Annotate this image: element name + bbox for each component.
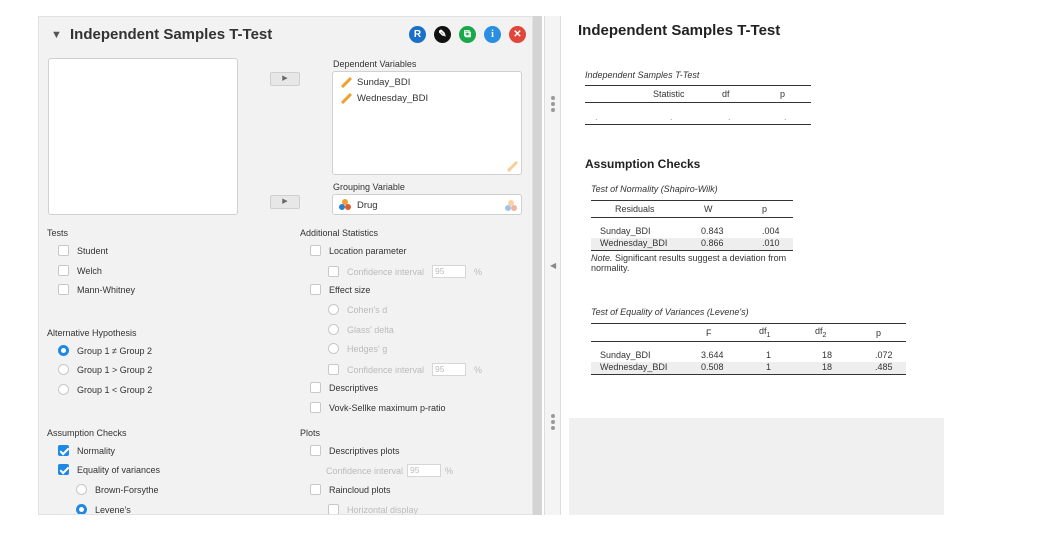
hedges-g-option[interactable]: Hedges' g <box>328 343 387 354</box>
table-rule <box>585 85 811 86</box>
normality-table-caption: Test of Normality (Shapiro-Wilk) <box>591 184 718 194</box>
mann-whitney-checkbox[interactable] <box>58 284 69 295</box>
vovk-sellke-checkbox[interactable] <box>310 402 321 413</box>
location-ci-checkbox[interactable] <box>328 266 339 277</box>
grouping-var-item[interactable]: Drug <box>339 199 378 211</box>
hypothesis-greater-option[interactable]: Group 1 > Group 2 <box>58 364 152 375</box>
equality-variances-option[interactable]: Equality of variances <box>58 464 160 475</box>
ttest-placeholder-cell: . <box>595 112 598 122</box>
ttest-col-p: p <box>780 89 786 99</box>
descriptives-checkbox[interactable] <box>310 382 321 393</box>
dependent-variables-label: Dependent Variables <box>333 59 417 69</box>
assumption-checks-heading: Assumption Checks <box>585 157 701 171</box>
descriptives-plots-option[interactable]: Descriptives plots <box>310 445 400 456</box>
hypothesis-less-radio[interactable] <box>58 384 69 395</box>
table-rule <box>591 217 793 218</box>
brown-forsythe-radio[interactable] <box>76 484 87 495</box>
table-rule <box>585 124 811 125</box>
location-parameter-option[interactable]: Location parameter <box>310 245 407 256</box>
location-ci-input[interactable]: 95 <box>432 265 466 278</box>
effect-size-option[interactable]: Effect size <box>310 284 370 295</box>
close-icon[interactable]: ✕ <box>509 26 526 43</box>
table-rule <box>591 341 906 342</box>
raincloud-plots-checkbox[interactable] <box>310 484 321 495</box>
table-rule <box>591 323 906 324</box>
collapse-triangle-icon[interactable]: ▼ <box>51 29 62 41</box>
vovk-sellke-option[interactable]: Vovk-Sellke maximum p-ratio <box>310 402 446 413</box>
student-option[interactable]: Student <box>58 245 108 256</box>
raincloud-plots-option[interactable]: Raincloud plots <box>310 484 391 495</box>
welch-checkbox[interactable] <box>58 265 69 276</box>
descriptives-plots-checkbox[interactable] <box>310 445 321 456</box>
horizontal-display-option[interactable]: Horizontal display <box>328 504 418 515</box>
glass-delta-radio[interactable] <box>328 324 339 335</box>
assumption-checks-heading: Assumption Checks <box>47 428 127 438</box>
hypothesis-two-sided-radio[interactable] <box>58 345 69 356</box>
scale-variable-icon <box>339 92 351 104</box>
tests-heading: Tests <box>47 228 69 238</box>
ttest-table-caption: Independent Samples T-Test <box>585 70 700 80</box>
equality-variances-checkbox[interactable] <box>58 464 69 475</box>
scale-variable-icon <box>339 76 351 88</box>
mann-whitney-option[interactable]: Mann-Whitney <box>58 284 135 295</box>
brown-forsythe-option[interactable]: Brown-Forsythe <box>76 484 159 495</box>
hedges-g-radio[interactable] <box>328 343 339 354</box>
glass-delta-option[interactable]: Glass' delta <box>328 324 394 335</box>
hypothesis-less-option[interactable]: Group 1 < Group 2 <box>58 384 152 395</box>
effect-size-checkbox[interactable] <box>310 284 321 295</box>
normality-note: Note. Significant results suggest a deviation from normality. <box>591 253 787 273</box>
ttest-col-df: df <box>722 89 730 99</box>
duplicate-icon[interactable]: ⧉ <box>459 26 476 43</box>
plots-ci-input[interactable]: 95 <box>407 464 441 477</box>
nominal-variable-icon <box>339 199 351 211</box>
levene-col-p: p <box>876 328 882 338</box>
additional-statistics-heading: Additional Statistics <box>300 228 379 238</box>
move-to-dependent-button[interactable]: ▶ <box>270 72 300 86</box>
scale-type-hint-icon <box>505 160 517 172</box>
move-to-grouping-button[interactable]: ▶ <box>270 195 300 209</box>
grouping-variable-box[interactable] <box>332 194 522 215</box>
normality-option[interactable]: Normality <box>58 445 115 456</box>
collapse-left-icon[interactable]: ◀ <box>550 261 557 270</box>
results-panel: Independent Samples T-Test Independent Samples T-Test Statistic df p . . . . Assumption Checks Test of Normality (Shapiro-Wilk) Residuals W p Sunday_BDI 0.843 .004 Wednesday_BDI 0.866 .010 Note. Significant results suggest a deviation from normality. Test of Equality of Variances (Levene's) F $df_1$ $df_2$ p Sunday_BDI 3.644 1 18 .072 Wednesday_BDI 0.508 1 18 .485 <box>569 16 944 418</box>
grouping-variable-label: Grouping Variable <box>333 182 405 192</box>
r-icon[interactable]: R <box>409 26 426 43</box>
analysis-title: Independent Samples T-Test <box>70 26 273 43</box>
welch-option[interactable]: Welch <box>58 265 102 276</box>
horizontal-display-checkbox[interactable] <box>328 504 339 515</box>
results-title: Independent Samples T-Test <box>578 22 781 39</box>
dependent-var-item[interactable]: Wednesday_BDI <box>339 92 428 104</box>
levene-radio[interactable] <box>76 504 87 515</box>
cohens-d-option[interactable]: Cohen's d <box>328 304 387 315</box>
plots-heading: Plots <box>300 428 321 438</box>
table-rule <box>591 250 793 251</box>
ttest-placeholder-cell: . <box>670 112 673 122</box>
table-rule <box>591 374 906 375</box>
normality-col-w: W <box>704 204 713 214</box>
ttest-col-statistic: Statistic <box>653 89 685 99</box>
ttest-placeholder-cell: . <box>784 112 787 122</box>
table-rule <box>591 200 793 201</box>
edit-icon[interactable]: ✎ <box>434 26 451 43</box>
student-checkbox[interactable] <box>58 245 69 256</box>
splitter-handle-icon[interactable] <box>551 414 555 432</box>
location-ci-option[interactable]: Confidence interval 95 % <box>328 265 482 278</box>
levene-col-df2: $df_2$ <box>815 326 827 339</box>
cohens-d-radio[interactable] <box>328 304 339 315</box>
alt-hypothesis-heading: Alternative Hypothesis <box>47 328 137 338</box>
results-empty-area <box>569 418 944 515</box>
panel-splitter[interactable] <box>544 16 561 515</box>
plots-ci-option[interactable]: Confidence interval 95 % <box>326 465 454 476</box>
app-window <box>38 16 944 515</box>
table-rule <box>585 102 811 103</box>
options-scrollbar[interactable] <box>533 16 542 515</box>
descriptives-option[interactable]: Descriptives <box>310 382 378 393</box>
levene-col-f: F <box>706 328 712 338</box>
levene-col-df1: $df_1$ <box>759 326 771 339</box>
options-panel <box>38 16 533 515</box>
nominal-type-hint-icon <box>505 200 517 212</box>
normality-col-p: p <box>762 204 768 214</box>
hypothesis-two-sided-option[interactable]: Group 1 ≠ Group 2 <box>58 345 152 356</box>
effect-ci-checkbox[interactable] <box>328 364 339 375</box>
hypothesis-greater-radio[interactable] <box>58 364 69 375</box>
location-parameter-checkbox[interactable] <box>310 245 321 256</box>
options-header <box>39 17 533 53</box>
dependent-variables-box[interactable] <box>332 71 522 175</box>
info-icon[interactable]: i <box>484 26 501 43</box>
levene-option[interactable]: Levene's <box>76 504 131 515</box>
normality-checkbox[interactable] <box>58 445 69 456</box>
dependent-var-item[interactable]: Sunday_BDI <box>339 76 410 88</box>
ttest-placeholder-cell: . <box>728 112 731 122</box>
effect-ci-option[interactable]: Confidence interval 95 % <box>328 363 482 376</box>
normality-col-residuals: Residuals <box>615 204 655 214</box>
splitter-handle-icon[interactable] <box>551 96 555 114</box>
levene-table-caption: Test of Equality of Variances (Levene's) <box>591 307 749 317</box>
available-variables-list[interactable] <box>48 58 238 215</box>
effect-ci-input[interactable]: 95 <box>432 363 466 376</box>
